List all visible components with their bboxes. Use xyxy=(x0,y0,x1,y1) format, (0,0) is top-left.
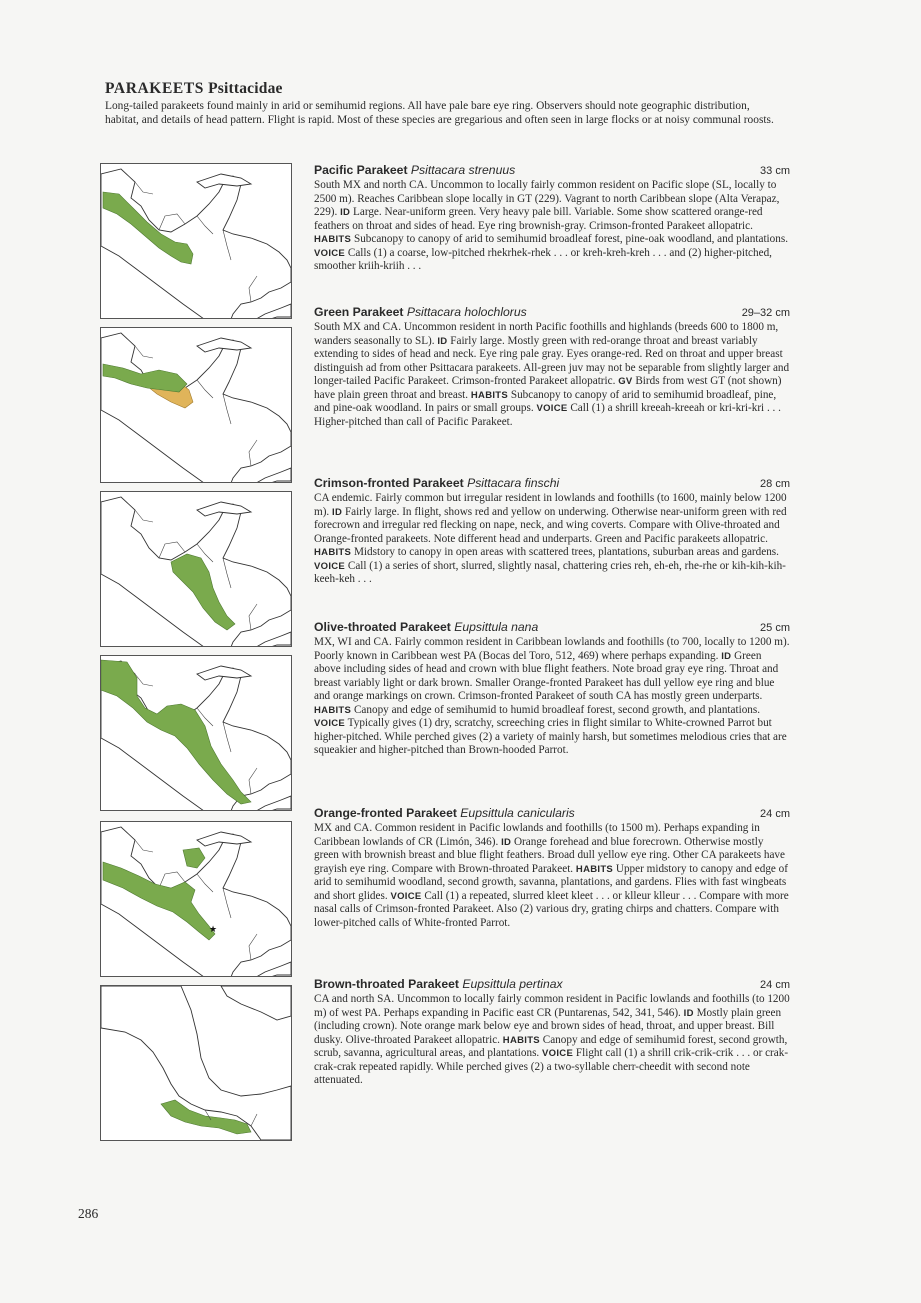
distribution-text: South MX and CA. Uncommon resident in north Pacific foothills and highlands (breeds 600 to 1800 m, wanders seasonally to SL). xyxy=(314,321,779,347)
species-account-pacific-parakeet xyxy=(314,163,790,274)
habits-text: Subcanopy to canopy of arid to semihumid broadleaf, pine, and pine-oak woodland. In pairs or small groups. xyxy=(314,388,777,415)
voice-label: VOICE xyxy=(542,1048,574,1060)
voice-text: Call (1) a shrill kreeah-kreeah or kri-kri-kri . . . Higher-pitched than call of Pacific Parakeet. xyxy=(314,402,781,428)
id-label: ID xyxy=(332,506,343,518)
voice-text: Calls (1) a coarse, low-pitched rhekrhek-rhek . . . or kreh-kreh-kreh . . . and (2) higher-pitched, smoother kriih-kriih . . . xyxy=(314,246,772,273)
range-map-crimson-fronted-parakeet xyxy=(100,491,292,647)
species-header xyxy=(314,163,790,179)
common-name: Green Parakeet xyxy=(314,305,404,319)
habits-text: Subcanopy to canopy of arid to semihumid broadleaf forest, pine-oak woodland, and plantations. xyxy=(353,233,788,246)
family-intro: Long-tailed parakeets found mainly in arid or semihumid regions. All have pale bare eye ring. Observers should note geographic distribution, habitat, and details of head pattern. Flight is rapid. Most of these species are gregarious and often seen in large flocks or at noisy communal roosts. xyxy=(105,100,774,126)
voice-text: Flight call (1) a shrill crik-crik-crik . . . or crak-crak-crak repeated rapidly. While perched gives (2) a two-syllable cherr-cheedit with second note attenuated. xyxy=(314,1047,789,1087)
species-header xyxy=(314,620,790,636)
id-text: Mostly plain green (including crown). Note orange mark below eye and brown sides of head, throat, and upper breast. Bill dusky. Olive-throated Parakeet allopatric. xyxy=(314,1006,782,1046)
habits-text: Canopy and edge of semihumid forest, second growth, scrub, savanna, agricultural areas, and plantations. xyxy=(314,1033,788,1060)
voice-label: VOICE xyxy=(314,560,346,572)
id-label: ID xyxy=(721,650,732,662)
species-description xyxy=(314,321,790,429)
distribution-text: CA endemic. Fairly common but irregular resident in lowlands and foothills (to 1600, mainly below 1200 m). xyxy=(314,492,787,518)
species-description xyxy=(314,179,790,274)
id-label: ID xyxy=(501,836,512,848)
habits-label: HABITS xyxy=(314,704,352,716)
range-map-olive-throated-parakeet xyxy=(100,655,292,811)
common-name: Olive-throated Parakeet xyxy=(314,620,451,634)
habits-label: HABITS xyxy=(314,234,352,246)
voice-label: VOICE xyxy=(314,718,346,730)
voice-text: Typically gives (1) dry, scratchy, screeching cries in flight similar to White-crowned Parrot but higher-pitched. While perched gives (2) a variety of mainly harsh, but sometimes melodious cries that are squeakier and higher-pitched than Brown-hooded Parrot. xyxy=(314,717,787,757)
species-description xyxy=(314,822,790,930)
species-header xyxy=(314,476,790,492)
id-label: ID xyxy=(340,207,351,219)
gv-text: Birds from west GT (not shown) have plain green throat and breast. xyxy=(314,375,782,401)
habits-text: Upper midstory to canopy and edge of arid to semihumid woodland, second growth, savanna, plantations, and gardens. Flies with fast wingbeats and short glides. xyxy=(314,862,788,902)
id-label: ID xyxy=(683,1007,694,1019)
body-size: 28 cm xyxy=(760,478,790,490)
body-size: 25 cm xyxy=(760,622,790,634)
species-account-brown-throated-parakeet xyxy=(314,977,790,1088)
habits-label: HABITS xyxy=(575,863,614,875)
range-map-green-parakeet xyxy=(100,327,292,483)
voice-label: VOICE xyxy=(314,247,346,259)
species-description xyxy=(314,492,790,587)
id-text: Fairly large. In flight, shows red and yellow on underwing. Otherwise near-uniform green with red forecrown and irregular red flecking on nape, neck, and wing coverts. Compare with Olive-throated and Orange-fronted parakeets. Note different head and underparts. Green and Pacific parakeets allopatric. xyxy=(314,505,787,545)
body-size: 33 cm xyxy=(760,165,790,177)
family-title-latin: Psittacidae xyxy=(208,80,283,97)
id-label: ID xyxy=(437,335,448,347)
common-name: Pacific Parakeet xyxy=(314,163,408,177)
habits-text: Canopy and edge of semihumid to humid broadleaf forest, second growth, and plantations. xyxy=(353,703,761,716)
svg-text:★: ★ xyxy=(209,924,218,934)
family-title-caps: PARAKEETS xyxy=(105,80,204,97)
habits-label: HABITS xyxy=(502,1034,540,1046)
species-header xyxy=(314,806,790,822)
distribution-text: CA and north SA. Uncommon to locally fairly common resident in Pacific lowlands and foothills (to 1200 m) of west PA. Perhaps expanding in Pacific east CR (Puntarenas, 542, 341, 546). xyxy=(314,993,790,1019)
distribution-text: MX and CA. Common resident in Pacific lowlands and foothills (to 1500 m). Perhaps expanding in Caribbean lowlands of CR (Limón, 346). xyxy=(314,822,760,848)
voice-label: VOICE xyxy=(536,403,568,415)
species-description xyxy=(314,993,790,1088)
gv-label: GV xyxy=(618,376,633,388)
id-text: Orange forehead and blue forecrown. Otherwise mostly green with brownish breast and blue flight feathers. Broad dull yellow eye ring. Other CA parakeets have grayish eye ring. Compare with Brown-throated Parakeet. xyxy=(314,835,785,875)
habits-label: HABITS xyxy=(470,389,509,401)
family-title xyxy=(105,80,283,98)
common-name: Orange-fronted Parakeet xyxy=(314,806,457,820)
id-text: Large. Near-uniform green. Very heavy pale bill. Variable. Some show scattered orange-red feathers on throat and sides of head. Eye ring brownish-gray. Crimson-fronted Parakeet allopatric. xyxy=(314,206,763,232)
habits-label: HABITS xyxy=(314,547,352,559)
common-name: Crimson-fronted Parakeet xyxy=(314,476,464,490)
voice-text: Call (1) a repeated, slurred kleet kleet . . . or klleur klleur . . . Compare with more nasal calls of Crimson-fronted Parakeet. Also (2) various dry, grating chirps and chatters. Compare with lower-pitched calls of White-fronted Parrot. xyxy=(314,889,789,929)
species-header xyxy=(314,305,790,321)
scientific-name: Psittacara finschi xyxy=(467,476,560,490)
species-account-crimson-fronted-parakeet xyxy=(314,476,790,587)
species-description xyxy=(314,636,790,758)
body-size: 24 cm xyxy=(760,808,790,820)
id-text: Fairly large. Mostly green with red-orange throat and breast variably extending to sides of head and neck. Eye ring pale gray. Eyes orange-red. Red on throat and upper breast distinguish ad from other Psittacara parakeets. All-green juv may not be separable from slightly larger and longer-tailed Pacific Parakeet. Crimson-fronted Parakeet allopatric. xyxy=(314,334,790,388)
scientific-name: Eupsittula pertinax xyxy=(462,977,563,991)
scientific-name: Eupsittula nana xyxy=(454,620,539,634)
voice-label: VOICE xyxy=(390,890,422,902)
distribution-text: MX, WI and CA. Fairly common resident in Caribbean lowlands and foothills (to 700, locally to 1200 m). Poorly known in Caribbean west PA (Bocas del Toro, 512, 469) where perhaps expanding. xyxy=(314,636,790,662)
page-number: 286 xyxy=(78,1206,99,1221)
range-map-orange-fronted-parakeet xyxy=(100,821,292,977)
habits-text: Midstory to canopy in open areas with scattered trees, plantations, suburban areas and gardens. xyxy=(353,546,779,559)
range-map-brown-throated-parakeet xyxy=(100,985,292,1141)
species-account-orange-fronted-parakeet xyxy=(314,806,790,930)
scientific-name: Psittacara strenuus xyxy=(410,163,516,177)
common-name: Brown-throated Parakeet xyxy=(314,977,459,991)
species-account-olive-throated-parakeet xyxy=(314,620,790,758)
voice-text: Call (1) a series of short, slurred, slightly nasal, chattering cries reh, eh-eh, rhe-rhe or kih-kih-kih-keeh-keh . . . xyxy=(314,559,786,586)
id-text: Green above including sides of head and crown with blue flight feathers. Note broad gray eye ring. Throat and breast variably light or dark brown. Smaller Orange-fronted Parakeet has dull yellow eye ring and blue and orange markings on crown. Crimson-fronted Parakeet of south CA has mostly green underparts. xyxy=(314,649,779,703)
scientific-name: Psittacara holochlorus xyxy=(406,305,527,319)
body-size: 29–32 cm xyxy=(741,307,790,319)
body-size: 24 cm xyxy=(760,979,790,991)
species-account-green-parakeet xyxy=(314,305,790,429)
scientific-name: Eupsittula canicularis xyxy=(460,806,575,820)
range-map-pacific-parakeet xyxy=(100,163,292,319)
distribution-text: South MX and north CA. Uncommon to locally fairly common resident on Pacific slope (SL, locally to 2500 m). Reaches Caribbean slope locally in GT (229). Vagrant to north Caribbean slope (Alta Verapaz, 229). xyxy=(314,179,780,219)
species-header xyxy=(314,977,790,993)
